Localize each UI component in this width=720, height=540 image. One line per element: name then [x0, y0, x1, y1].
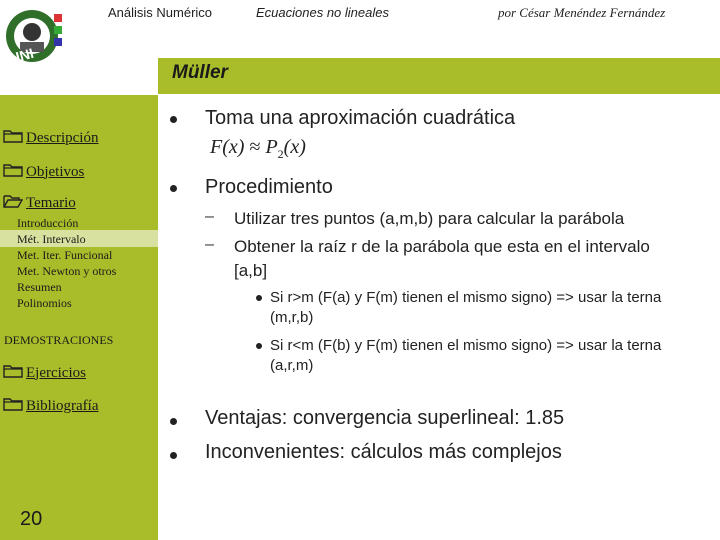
step-root: Obtener la raíz r de la parábola que esta en el intervalo [a,b]: [234, 237, 650, 280]
point-procedimiento: Procedimiento: [205, 176, 333, 198]
nav-descripcion-label: Descripción: [26, 129, 99, 146]
formula-subscript: 2: [277, 147, 284, 161]
folder-icon: [3, 396, 23, 416]
temario-resumen[interactable]: Resumen: [17, 280, 62, 294]
dash-icon: –: [205, 236, 214, 253]
nav-descripcion[interactable]: [3, 128, 98, 148]
page-number: 20: [20, 508, 43, 530]
author-name: por César Menéndez Fernández: [498, 5, 666, 20]
temario-introduccion[interactable]: Introducción: [17, 216, 79, 230]
point-quadratic-approximation: Toma una aproximación cuadrática: [205, 107, 516, 129]
temario-metodo-intervalo[interactable]: Mét. Intervalo: [17, 232, 86, 246]
folder-icon: [3, 162, 23, 182]
formula-approximation: $F(x) \approx P_2(x)$: [210, 136, 306, 161]
bullet-icon: [170, 185, 177, 192]
bullet-icon: [256, 295, 262, 301]
folder-icon: [3, 128, 23, 148]
svg-text:UNI: UNI: [7, 44, 36, 66]
dash-icon: –: [205, 208, 214, 225]
nav-temario[interactable]: [3, 193, 76, 213]
case-r-greater-m: Si r>m (F(a) y F(m) tienen el mismo signo) => usar la terna (m,r,b): [270, 289, 662, 326]
bullet-icon: [170, 452, 177, 459]
bullet-icon: [170, 418, 177, 425]
formula-rhs-arg: x: [290, 136, 300, 158]
folder-icon: [3, 363, 23, 383]
nav-ejercicios[interactable]: [3, 363, 86, 383]
slide-title: Müller: [172, 62, 228, 83]
step-three-points: Utilizar tres puntos (a,m,b) para calcular la parábola: [234, 209, 625, 228]
nav-ejercicios-label: Ejercicios: [26, 364, 86, 381]
temario-polinomios[interactable]: Polinomios: [17, 296, 72, 310]
nav-temario-label: Temario: [26, 194, 76, 211]
nav-objetivos-label: Objetivos: [26, 163, 85, 180]
nav-demostraciones[interactable]: DEMOSTRACIONES: [4, 333, 114, 347]
university-logo-icon: [2, 6, 72, 66]
formula-lhs-function: F: [210, 136, 223, 158]
bullet-icon: [170, 116, 177, 123]
case-r-less-m: Si r<m (F(b) y F(m) tienen el mismo signo) => usar la terna (a,r,m): [270, 337, 662, 374]
point-ventajas: Ventajas: convergencia superlineal: 1.85: [205, 407, 565, 429]
point-inconvenientes: Inconvenientes: cálculos más complejos: [205, 441, 562, 463]
bullet-icon: [256, 343, 262, 349]
open-folder-icon: [3, 193, 23, 213]
nav-objetivos[interactable]: [3, 162, 84, 182]
temario-iteracion-funcional[interactable]: Met. Iter. Funcional: [17, 248, 113, 262]
formula-lhs-arg: x: [228, 136, 238, 158]
course-name: Análisis Numérico: [108, 5, 213, 20]
title-bar: [158, 58, 720, 94]
temario-newton[interactable]: Met. Newton y otros: [17, 264, 117, 278]
nav-bibliografia[interactable]: [3, 396, 98, 416]
chapter-name: Ecuaciones no lineales: [256, 5, 389, 20]
formula-rhs-function: P: [265, 136, 278, 158]
nav-bibliografia-label: Bibliografía: [26, 397, 99, 414]
formula-approx-sign: ≈: [249, 136, 261, 158]
